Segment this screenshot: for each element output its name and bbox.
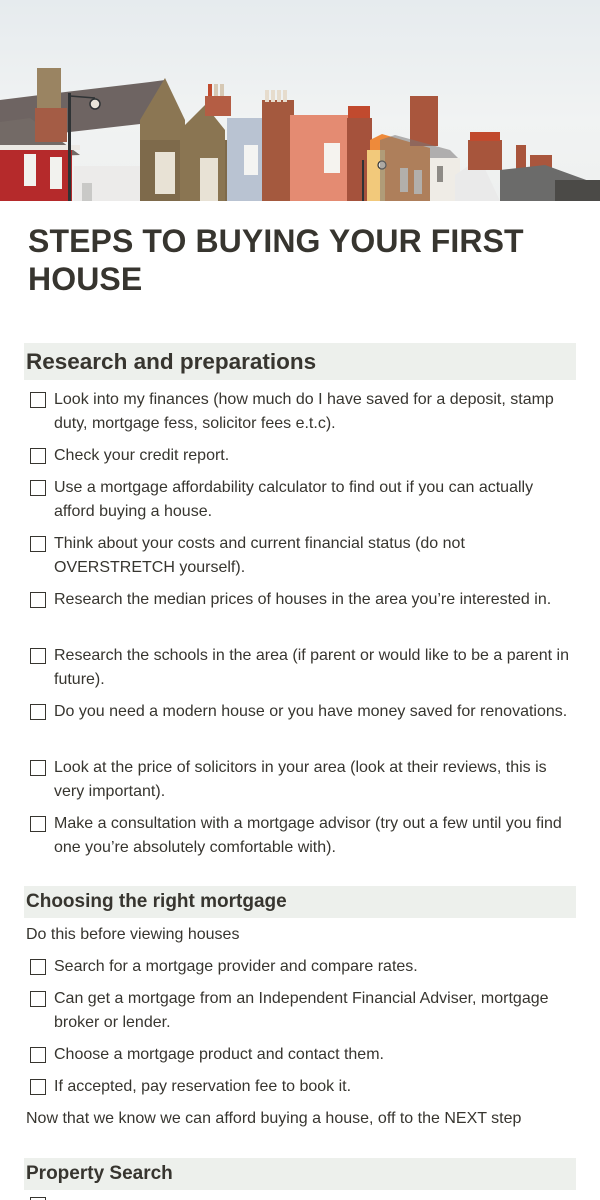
houses-illustration [0,0,600,201]
section-outro-text: Now that we know we can afford buying a house, off to the NEXT step [26,1110,522,1127]
todo-item[interactable] [30,476,576,524]
todo-item[interactable] [30,444,576,468]
todo-item[interactable] [30,532,576,580]
todo-label: Check your credit report. [54,447,230,464]
todo-label: Choose a mortgage product and contact them. [54,1046,384,1063]
checkbox[interactable] [30,1079,46,1095]
checkbox[interactable] [30,392,46,408]
checkbox[interactable] [30,1047,46,1063]
checkbox[interactable] [30,816,46,832]
todo-item[interactable] [30,1043,576,1067]
page-title: STEPS TO BUYING YOUR FIRST HOUSE [28,223,524,297]
todo-label: Search for a mortgage provider and compare rates. [54,958,418,975]
checkbox[interactable] [30,448,46,464]
todo-label: Make a consultation with a mortgage advisor (try out a few until you find one you’re absolutely comfortable with). [54,815,562,856]
checkbox[interactable] [30,648,46,664]
todo-item[interactable] [30,588,576,612]
checkbox[interactable] [30,760,46,776]
checkbox[interactable] [30,959,46,975]
section-heading-mortgage: Choosing the right mortgage [24,886,576,918]
section-heading-research: Research and preparations [24,343,576,380]
todo-label: Use a mortgage affordability calculator to find out if you can actually afford buying a house. [54,479,534,520]
todo-label: Research the median prices of houses in the area you’re interested in. [54,591,552,608]
checkbox[interactable] [30,536,46,552]
section-heading-property-search: Property Search [24,1158,576,1190]
todo-item[interactable] [30,812,576,860]
section-intro-text: Do this before viewing houses [26,926,240,943]
todo-item[interactable] [30,756,576,804]
todo-label: Think about your costs and current financial status (do not OVERSTRETCH yourself). [54,535,465,576]
todo-label: Look into my finances (how much do I have saved for a deposit, stamp duty, mortgage fess, solicitor fees e.t.c). [54,391,554,432]
todo-item[interactable] [30,955,576,979]
todo-item[interactable] [30,1075,576,1099]
todo-label: If accepted, pay reservation fee to book it. [54,1078,352,1095]
todo-label: Do you need a modern house or you have money saved for renovations. [54,703,568,720]
todo-item[interactable] [30,644,576,692]
cover-image [0,0,600,201]
checkbox[interactable] [30,704,46,720]
todo-label: Can get a mortgage from an Independent Financial Adviser, mortgage broker or lender. [54,990,549,1031]
checkbox[interactable] [30,991,46,1007]
todo-item[interactable] [30,388,576,436]
todo-item[interactable] [30,700,576,724]
todo-label: Research the schools in the area (if parent or would like to be a parent in future). [54,647,569,688]
checkbox[interactable] [30,592,46,608]
todo-item[interactable] [30,987,576,1035]
todo-label: Look at the price of solicitors in your area (look at their reviews, this is very important). [54,759,547,800]
checkbox[interactable] [30,480,46,496]
